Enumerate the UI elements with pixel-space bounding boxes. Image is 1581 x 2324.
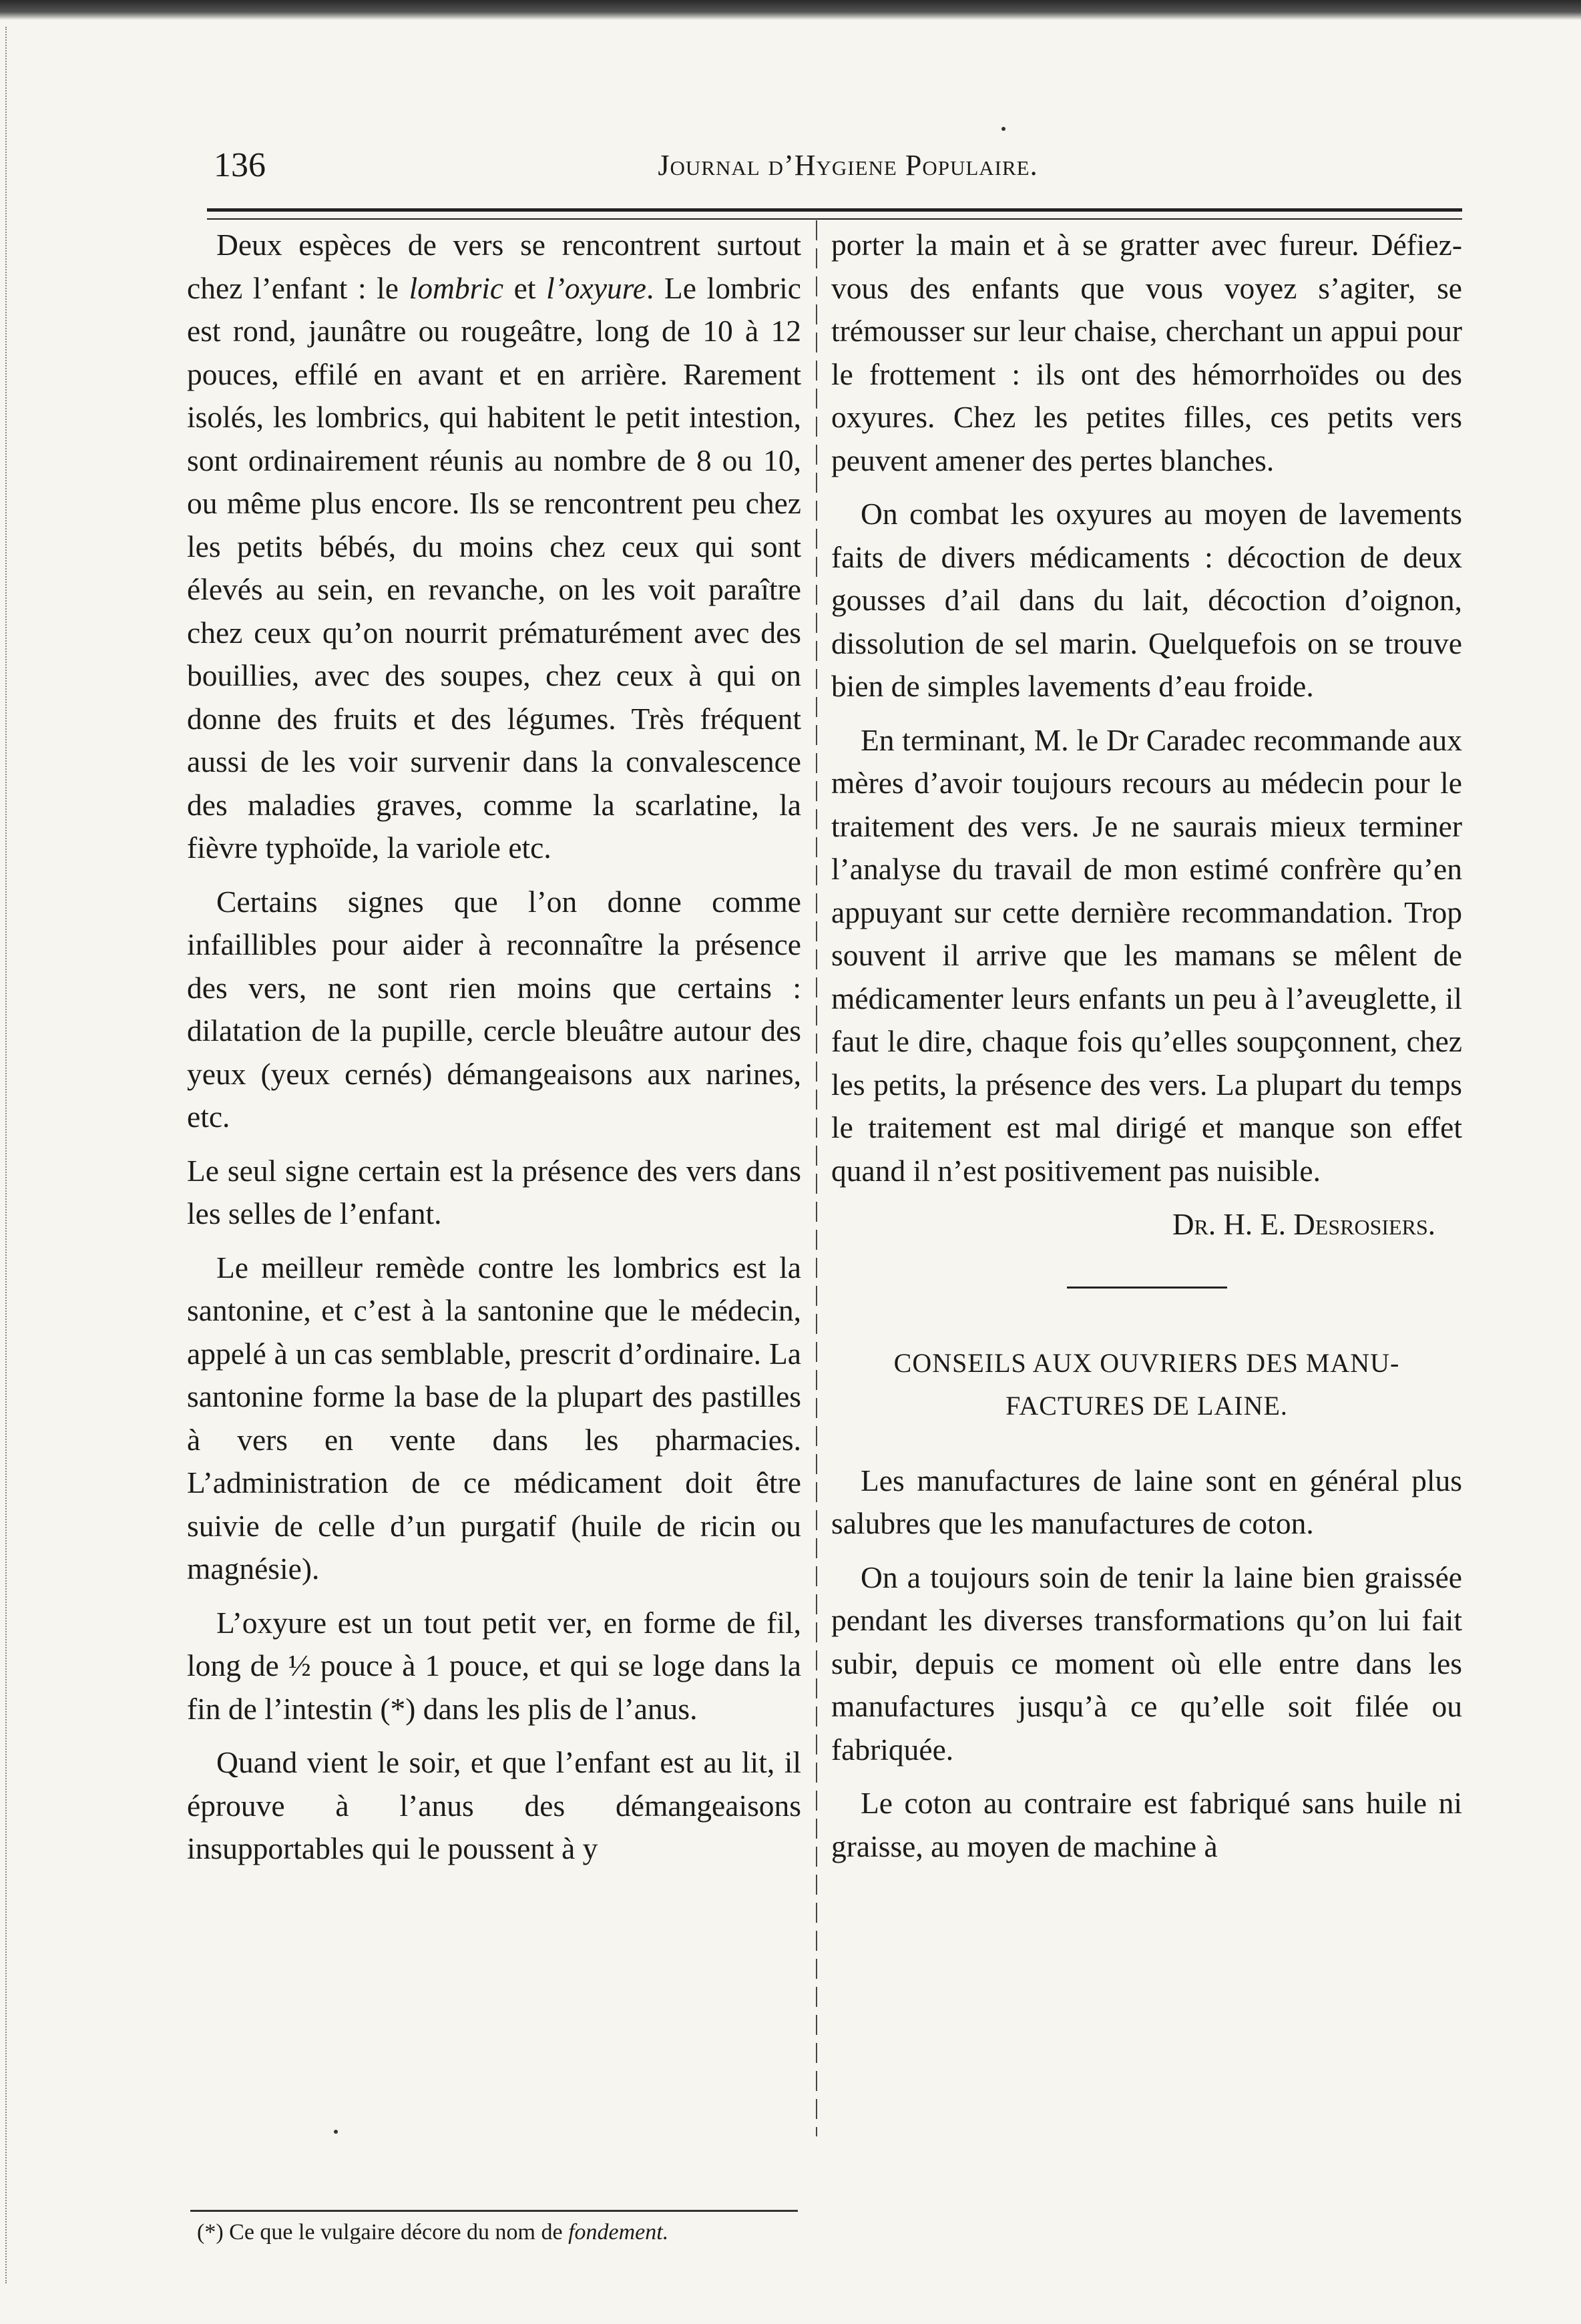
left-paragraph-5: L’oxyure est un tout petit ver, en forme de fil, long de ½ pouce à 1 pouce, et qui se loge dans la fin de l’intestin (*) dans les plis de l’anus. (187, 1605, 801, 1726)
author-signature: Dr. H. E. Desrosiers. (1172, 1208, 1435, 1241)
left-column (187, 224, 801, 1881)
right-paragraph-6: Le coton au contraire est fabriqué sans huile ni graisse, au moyen de machine à (831, 1786, 1462, 1863)
footnote-rule (190, 2210, 798, 2212)
footnote-text: Ce que le vulgaire décore du nom de (229, 2220, 563, 2245)
ink-speck (334, 2130, 338, 2134)
left-paragraph-6: Quand vient le soir, et que l’enfant est au lit, il éprouve à l’anus des démangeaisons insupportables qui le poussent à y (187, 1745, 801, 1865)
footnote-marker: (*) (197, 2220, 224, 2245)
page-number: 136 (214, 146, 266, 184)
right-paragraph-2: On combat les oxyures au moyen de lavements faits de divers médicaments : décoction de deux gousses d’ail dans du lait, décoction d’oignon, dissolution de sel marin. Quelquefois on se trouve bien de simples lavements d’eau froide. (831, 497, 1462, 703)
page-header (200, 146, 1496, 192)
section-separator (1067, 1287, 1227, 1289)
footnote (197, 2218, 798, 2247)
scan-binding-edge (5, 27, 23, 2283)
text-run: et (503, 270, 547, 305)
section-heading-line-2: FACTURES DE LAINE. (1005, 1390, 1288, 1421)
header-rule (207, 208, 1462, 220)
right-column (831, 224, 1462, 1879)
scan-top-edge (0, 0, 1581, 20)
section-heading-line-1: CONSEILS AUX OUVRIERS DES MANU- (893, 1347, 1400, 1378)
right-paragraph-5: On a toujours soin de tenir la laine bien graissée pendant les diverses transformations qu’on lui fait subir, depuis ce moment où elle entre dans les manufactures jusqu’à ce qu’elle soit filée ou fabriquée. (831, 1560, 1462, 1767)
footnote-italic-tail: fondement. (568, 2220, 669, 2245)
right-paragraph-3: En terminant, M. le Dr Caradec recommande aux mères d’avoir toujours recours au médecin pour le traitement des vers. Je ne saurais mieux terminer l’analyse du travail de mon estimé confrère qu’en appuyant sur cette dernière recommandation. Trop souvent il arrive que les mamans se mêlent de médicamenter leurs enfants un peu à l’aveuglette, il faut le dire, chaque fois qu’elles soupçonnent, chez les petits, la présence des vers. La plupart du temps le traitement est mal dirigé et manque son effet quand il n’est positivement pas nuisible. (831, 722, 1462, 1188)
left-paragraph-2: Certains signes que l’on donne comme infaillibles pour aider à reconnaître la présence des vers, ne sont rien moins que certains : dilatation de la pupille, cercle bleuâtre autour des yeux (yeux cernés) démangeaisons aux narines, etc. (187, 884, 801, 1134)
left-paragraph-3: Le seul signe certain est la présence des vers dans les selles de l’enfant. (187, 1153, 801, 1230)
left-paragraph-1 (187, 224, 801, 870)
running-title: Journal d’Hygiene Populaire. (658, 149, 1038, 182)
text-run: . Le lombric est rond, jaunâtre ou rougeâtre, long de 10 à 12 pouces, effilé en avant et en arrière. Rarement isolés, les lombrics, qui habitent le petit intestion, sont ordinairement réunis au nombre de 8 ou 10, ou même plus encore. Ils se rencontrent peu chez les petits bébés, du moins chez ceux qui sont élevés au sein, en revanche, on les voit paraître chez ceux qu’on nourrit prématurément avec des bouillies, avec des soupes, chez ceux à qui on donne des fruits et des légumes. Très fréquent aussi de les voir survenir dans la convalescence des maladies graves, comme la scarlatine, la fièvre typhoïde, la variole etc. (187, 270, 801, 865)
italic-term: lombric (409, 270, 504, 305)
left-paragraph-4: Le meilleur remède contre les lombrics est la santonine, et c’est à la santonine que le médecin, appelé à un cas semblable, prescrit d’ordinaire. La santonine forme la base de la plupart des pastilles à vers en vente dans les pharmacies. L’administration de ce médicament doit être suivie de celle d’un purgatif (huile de ricin ou magnésie). (187, 1250, 801, 1586)
ink-speck (1001, 127, 1005, 131)
right-paragraph-1: porter la main et à se gratter avec fureur. Défiez-vous des enfants que vous voyez s’agiter, se trémousser sur leur chaise, cherchant un appui pour le frottement : ils ont des hémorrhoïdes ou des oxyures. Chez les petites filles, ces petits vers peuvent amener des pertes blanches. (831, 228, 1462, 477)
text-run: Deux espèces de vers se rencontrent surtout chez l’enfant : le (187, 228, 801, 305)
column-divider (816, 220, 817, 2136)
right-paragraph-4: Les manufactures de laine sont en général plus salubres que les manufactures de coton. (831, 1463, 1462, 1540)
section-heading (831, 1342, 1462, 1427)
italic-term: l’oxyure (546, 270, 646, 305)
